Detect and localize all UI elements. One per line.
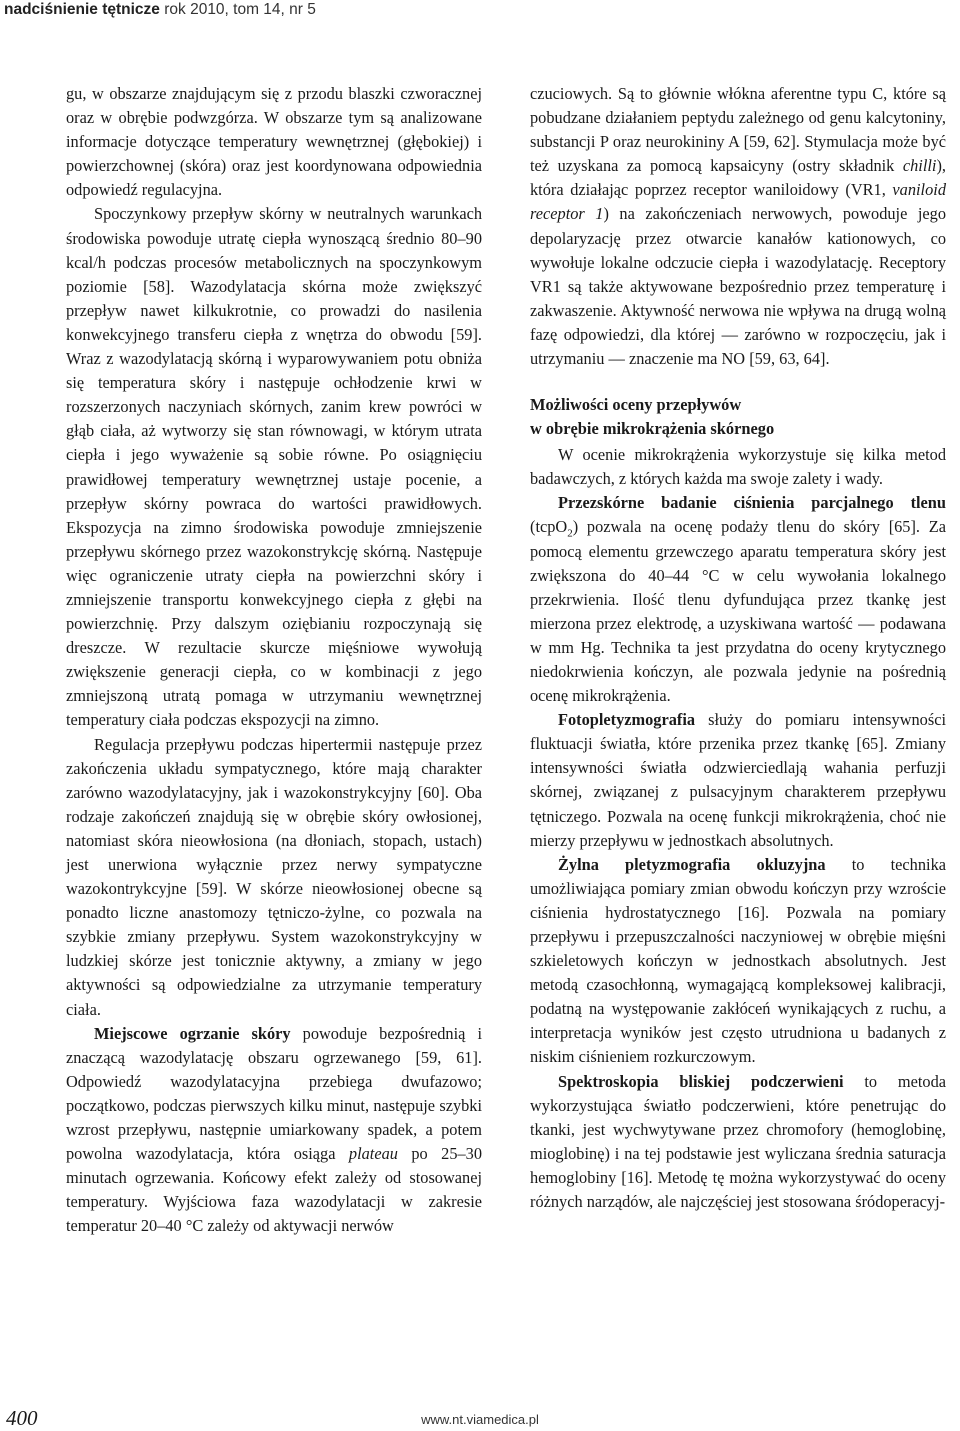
section-heading-line: Możliwości oceny przepływów [530, 395, 742, 415]
paragraph-text: ) pozwala na ocenę podaży tlenu do skóry [65]. Za pomocą elementu grzewczego aparatu temperatura skóry jest zwiększona do 40–44 °C w celu wywołania lokalnego przekrwienia. Ilość tlenu dyfundująca przez tkankę jest mierzona przez elektrodę, a uzyskiwana wartość — podawana w mm Hg. Technika ta jest przydatna do oceny krytycznego niedokrwienia kończyn, ale pozwala jedynie na pośrednią ocenę mikrokrążenia. [530, 517, 946, 706]
page-number: 400 [6, 1406, 38, 1430]
paragraph-text: po 25–30 minutach ogrzewania. Końcowy efekt zależy od stosowanej temperatury. Wyjściowa faza wazodylatacji w zakresie temperatur 20–40 °C zależy od aktywacji nerwów [66, 1144, 483, 1236]
paragraph [530, 1070, 946, 1215]
paragraph-text: ) na zakończeniach nerwowych, powoduje jego depolaryzację przez otwarcie kanałów kationowych, co wywołuje lokalne odczucie ciepła i wazodylatację. Receptory VR1 są także aktywowane bezpośrednio przez temperaturę i zakwaszenie. Aktywność nerwowa nie wpływa na drugą wolną fazę odpowiedzi, dla której — zarówno w rozpoczęciu, jak i utrzymaniu — znaczenie ma NO [59, 63, 64]. [530, 204, 946, 369]
footer-url: www.nt.viamedica.pl [421, 1412, 539, 1427]
paragraph: W ocenie mikrokrążenia wykorzystuje się kilka metod badawczych, z których każda ma swoje zalety i wady. [530, 445, 946, 489]
italic-term: chilli [902, 156, 937, 176]
bold-term: Żylna pletyzmografia okluzyjna [558, 854, 826, 874]
paragraph: gu, w obszarze znajdującym się z przodu blaszki czworacznej oraz w obrębie podwzgórza. W obszarze tym są analizowane informacje dotyczące temperatury wewnętrznej (głębokiej) i powierzchownej (skóra) oraz jest koordynowana odpowiednia odpowiedź regulacyjna. [66, 84, 482, 200]
paragraph: Regulacja przepływu podczas hipertermii następuje przez zakończenia układu sympatycznego, które mają charakter zarówno wazodylatacyjny, jak i wazokonstrykcyjny [60]. Oba rodzaje zakończeń znajdują się w obrębie skóry owłosionej, natomiast skóra nieowłosiona (na dłoniach, stopach, ustach) jest unerwiona wyłącznie przez nerwy sympatyczne wazokontrykcyjne [59]. W skórze nieowłosionej obecne są ponadto liczne anastomozy tętniczo-żylne, co pozwala na szybkie zmiany przepływu. System wazokonstrykcyjny w ludzkiej skórze jest tonicznie aktywny, a zmiany w jego aktywności są odpowiedzialne za utrzymanie temperatury ciała. [66, 734, 482, 1019]
subscript: 2 [567, 527, 573, 540]
running-head [4, 1, 316, 19]
section-heading [530, 393, 946, 441]
journal-title: nadciśnienie tętnicze [4, 1, 160, 18]
italic-term: plateau [348, 1144, 398, 1164]
bold-term: Fotopletyzmografia [558, 710, 696, 730]
journal-issue: rok 2010, tom 14, nr 5 [164, 1, 316, 18]
paragraph-text: (tcpO [530, 517, 568, 537]
left-column [66, 82, 482, 1239]
right-column [530, 82, 946, 1214]
section-heading-line: w obrębie mikrokrążenia skórnego [530, 419, 775, 439]
bold-term: Przezskórne badanie ciśnienia parcjalnego tlenu [558, 493, 946, 513]
italic-term: vaniloid receptor 1 [530, 180, 946, 224]
paragraph [66, 1022, 482, 1239]
paragraph [530, 491, 946, 708]
paragraph: Spoczynkowy przepływ skórny w neutralnych warunkach środowiska powoduje utratę ciepła wynoszącą średnio 80–90 kcal/h podczas procesów metabolicznych na spoczynkowym poziomie [58]. Wazodylatacja skórna może zwiększyć przepływ nawet kilkukrotnie, co prowadzi do nasilenia konwekcyjnego transferu ciepła z wnętrza do obwodu [59]. Wraz z wazodylatacją skórną i wyparowywaniem potu obniża się temperatura skóry i następuje ochłodzenie krwi w rozszerzonych naczyniach skórnych, zanim krew powróci w głąb ciała, aż wytworzy się stan równowagi, w którym utrata ciepła i jego wyważenie są sobie równe. Po osiągnięciu prawidłowej temperatury wewnętrznej ustaje pocenie, a przepływ skórny powraca do wartości prawidłowych. Ekspozycja na zimno środowiska powoduje zmniejszenie przepływu skórnego przez wazokonstrykcję skórną. Następuje więc ograniczenie utraty ciepła na powierzchni skóry i zmniejszenie transportu konwekcyjnego ciepła z głębi na powierzchnię. Przy dalszym oziębianiu rozpoczynają się dreszcze. W rezultacie skurcze mięśniowe wywołują zwiększenie generacji ciepła, co w kombinacji z jego zmniejszoną utratą pomaga w utrzymaniu wewnętrznej temperatury ciała podczas ekspozycji na zimno. [66, 204, 482, 730]
paragraph [530, 708, 946, 853]
paragraph-text: to technika umożliwiająca pomiary zmian obwodu kończyn przy wzroście ciśnienia hydrostatycznego [16]. Pozwala na pomiary przepływu i przepuszczalności naczyniowej w obrębie mięśni szkieletowych kończyn w jednostkach absolutnych. Jest metodą czasochłonną, wymagającą kompleksowej kalibracji, podatną na występowanie zakłóceń wynikających z ruchu, a interpretacja wyników jest często utrudniona u badanych z niskim ciśnieniem rozkurczowym. [530, 854, 946, 1067]
paragraph-text: to metoda wykorzystująca światło podczerwieni, które penetrując do tkanki, jest wychwytywane przez chromofory (hemoglobinę, mioglobinę) i na tej podstawie jest wyliczana średnia saturacja hemoglobiny [16]. Metodę tę można wykorzystywać do oceny różnych narządów, ale najczęściej jest stosowana śródoperacyj- [530, 1071, 946, 1212]
paragraph-text: ), która działając poprzez receptor waniloidowy (VR1, [530, 156, 946, 200]
bold-term: Miejscowe ogrzanie skóry [94, 1023, 291, 1043]
paragraph-text: czuciowych. Są to głównie włókna aferentne typu C, które są pobudzane działaniem peptydu zależnego od genu kalcytoniny, substancji P oraz neurokininy A [59, 62]. Stymulacja może być też uzyskana za pomocą kapsaicyny (ostry składnik [530, 84, 946, 176]
paragraph-text: służy do pomiaru intensywności fluktuacji światła, które przenika przez tkankę [65]. Zmiany intensywności światła odzwierciedlają wahania perfuzji skórnej, związanej z pulsacyjnym charakterem przepływu tętniczego. Pozwala na ocenę funkcji mikrokrążenia, choć nie mierzy przepływu w jednostkach absolutnych. [530, 710, 946, 850]
bold-term: Spektroskopia bliskiej podczerwieni [558, 1071, 844, 1091]
paragraph [530, 853, 946, 1070]
paragraph [530, 82, 946, 371]
paragraph-text: powoduje bezpośrednią i znaczącą wazodylatację obszaru ogrzewanego [59, 61]. Odpowiedź wazodylatacyjna przebiega dwufazowo; początkowo, podczas pierwszych kilku minut, następuje szybki wzrost przepływu, następnie umiarkowany spadek, a potem powolna wazodylatacja, która osiąga [66, 1023, 482, 1164]
